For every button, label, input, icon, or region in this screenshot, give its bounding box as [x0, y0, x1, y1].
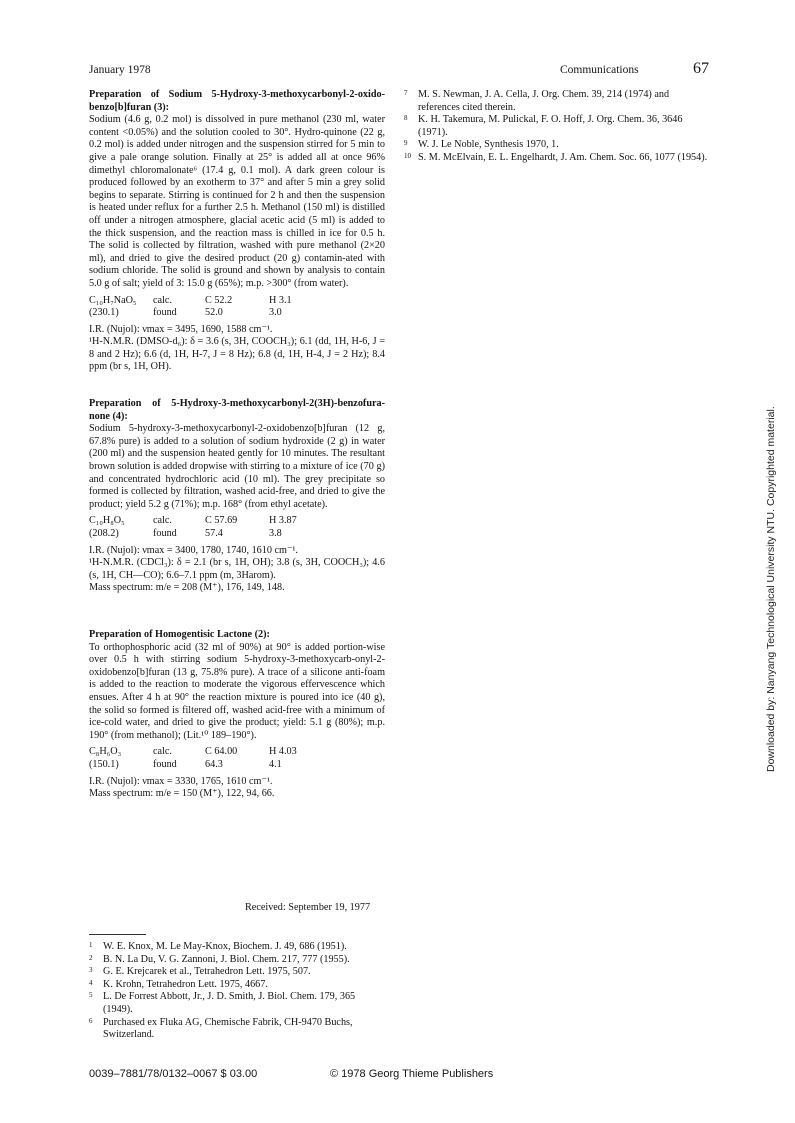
analysis-formula: C₁₀H₇NaO₅ — [89, 294, 137, 306]
footnote-text: S. M. McElvain, E. L. Engelhardt, J. Am. Chem. Soc. 66, 1077 (1954). — [418, 151, 708, 163]
footnote-number: 6 — [89, 1016, 93, 1025]
footnote-text: W. J. Le Noble, Synthesis 1970, 1. — [418, 139, 559, 151]
footnote-number: 9 — [404, 139, 408, 148]
mass-spectrum: Mass spectrum: m/e = 208 (M⁺), 176, 149, 148. — [89, 582, 285, 594]
footnote — [89, 966, 385, 979]
analysis-c: C 57.69 — [205, 515, 238, 527]
section-body: To orthophosphoric acid (32 ml of 90%) at 90° is added portion-wise over 0.5 h with stirring sodium 5-hydroxy-3-methoxycarb-onyl-2-oxidobenzo[b]furan (13 g, 75.8% pure). A trace of a silicone anti-foam is added to the reaction to moderate the vigorous effervescence which ensues. After 4 h at 90° the reaction mixture is poured into ice (40 g), the solid so formed is filtered off, washed acid-free with a minimum of ice-cold water, and dried to give the product; yield: 5.1 g (80%); m.p. 190° (from methanol); (Lit.¹⁰ 189–190°). — [89, 641, 385, 741]
download-notice-text: Downloaded by: Nanyang Technological University NTU. Copyrighted material. — [765, 406, 777, 772]
analysis-row — [89, 307, 385, 320]
footnote — [404, 89, 712, 114]
analysis-label: found — [153, 307, 177, 319]
analysis-row — [89, 515, 385, 528]
footnote — [89, 1017, 385, 1042]
received-date: Received: September 19, 1977 — [245, 902, 371, 913]
footnote-text: Purchased ex Fluka AG, Chemische Fabrik, CH-9470 Buchs, Switzerland. — [103, 1016, 353, 1041]
footnote-text: K. H. Takemura, M. Pulickal, F. O. Hoff, J. Org. Chem. 36, 3646 (1971). — [418, 114, 683, 138]
analysis-label: calc. — [153, 294, 172, 306]
analysis-c: 64.3 — [205, 758, 223, 770]
section-title: Preparation of 5-Hydroxy-3-methoxycarbonyl-2(3H)-benzofura-none (4): — [89, 398, 385, 422]
footnote-number: 5 — [89, 991, 93, 1000]
ir-spectrum: I.R. (Nujol): νmax = 3330, 1765, 1610 cm⁻¹. — [89, 775, 273, 787]
analysis-label: calc. — [153, 746, 172, 758]
footnote-text: B. N. La Du, V. G. Zannoni, J. Biol. Chem. 217, 777 (1955). — [103, 953, 350, 965]
header-date: January 1978 — [89, 64, 151, 76]
analysis-h: H 4.03 — [269, 746, 297, 758]
analysis-c: 57.4 — [205, 528, 223, 539]
elemental-analysis — [89, 515, 385, 540]
footnote-number: 3 — [89, 966, 93, 975]
footnote — [404, 114, 712, 139]
analysis-row — [89, 528, 385, 541]
header-section: Communications — [560, 64, 639, 76]
footnote — [404, 152, 712, 165]
elemental-analysis — [89, 295, 385, 320]
analysis-row — [89, 295, 385, 308]
section-body: Sodium (4.6 g, 0.2 mol) is dissolved in pure methanol (230 ml, water content <0.05%) and the solution cooled to 30°. Hydro-quinone (22 g, 0.2 mol) is added under nitrogen and the suspension stirred for 5 min to give a pale orange solution. Finally at 25° is added all at once 96% dimethyl chloromalonate⁶ (17.4 g, 0.1 mol). A dark green colour is produced followed by an exotherm to 37° and after 5 min a grey solid begins to separate. Stirring is continued for 2 h and then the suspension is heated under reflux for a further 2.5 h. Methanol (150 ml) is distilled off under a nitrogen atmosphere, glacial acetic acid (5 ml) is added to the thick suspension, and the reaction mass is chilled in ice for 0.5 h. The solid is collected by filtration, washed with pure methanol (2×20 ml), and dried to give the desired product (20 g) contamin-ated with sodium chloride. The solid is ground and shown by analysis to contain 5.0 g of salt; yield of 3: 15.0 g (65%); m.p. >300° (from water). — [89, 114, 385, 289]
section-title: Preparation of Sodium 5-Hydroxy-3-methoxycarbonyl-2-oxido-benzo[b]furan (3): — [89, 89, 385, 113]
footnote-number: 10 — [404, 151, 411, 160]
footnote-text: W. E. Knox, M. Le May-Knox, Biochem. J. 49, 686 (1951). — [103, 941, 347, 952]
ir-spectrum: I.R. (Nujol): νmax = 3495, 1690, 1588 cm⁻¹. — [89, 323, 273, 335]
ir-spectrum: I.R. (Nujol): νmax = 3400, 1780, 1740, 1610 cm⁻¹. — [89, 544, 298, 556]
footnote-text: G. E. Krejcarek et al., Tetrahedron Lett. 1975, 507. — [103, 966, 311, 978]
analysis-label: calc. — [153, 515, 172, 527]
analysis-label: found — [153, 758, 177, 770]
footnote-number: 8 — [404, 114, 408, 123]
analysis-row — [89, 746, 385, 759]
section-title: Preparation of Homogentisic Lactone (2): — [89, 628, 270, 640]
download-notice-sidebar — [764, 372, 778, 772]
analysis-h: 3.8 — [269, 528, 282, 539]
section-benzofuranone — [89, 398, 385, 595]
footnote-text: K. Krohn, Tetrahedron Lett. 1975, 4667. — [103, 978, 268, 990]
analysis-c: C 64.00 — [205, 746, 238, 758]
footnote-number: 7 — [404, 89, 408, 97]
mass-spectrum: Mass spectrum: m/e = 150 (M⁺), 122, 94, 66. — [89, 788, 275, 800]
nmr-spectrum: ¹H-N.M.R. (DMSO-d₆): δ = 3.6 (s, 3H, COOCH₃); 6.1 (dd, 1H, H-6, J = 8 and 2 Hz); 6.6 (d, 1H, H-7, J = 8 Hz); 6.8 (d, 1H, H-4, J = 2 Hz); 8.4 ppm (br s, 1H, OH). — [89, 336, 385, 373]
analysis-h: H 3.87 — [269, 515, 297, 527]
nmr-spectrum: ¹H-N.M.R. (CDCl₃): δ = 2.1 (br s, 1H, OH); 3.8 (s, 3H, COOCH₃); 4.6 (s, 1H, CH—CO); 6.6–7.1 ppm (m, 3Harom). — [89, 557, 385, 581]
section-homogentisic-lactone — [89, 629, 385, 801]
footnote-text: L. De Forrest Abbott, Jr., J. D. Smith, J. Biol. Chem. 179, 365 (1949). — [103, 991, 356, 1015]
footnote — [89, 979, 385, 992]
issn-price: 0039–7881/78/0132–0067 $ 03.00 — [89, 1068, 258, 1080]
page-number: 67 — [693, 60, 709, 77]
left-column — [89, 89, 385, 801]
analysis-label: found — [153, 528, 177, 539]
footnotes-left — [89, 941, 385, 1042]
footnote-text: M. S. Newman, J. A. Cella, J. Org. Chem. 39, 214 (1974) and references cited therein. — [418, 89, 670, 113]
footnote-number: 1 — [89, 941, 93, 949]
analysis-h: 3.0 — [269, 307, 282, 319]
copyright-notice: © 1978 Georg Thieme Publishers — [330, 1068, 494, 1080]
right-column-references — [404, 89, 712, 165]
footnote-number: 2 — [89, 953, 93, 962]
analysis-h: 4.1 — [269, 758, 282, 770]
section-sodium-salt — [89, 89, 385, 374]
analysis-c: 52.0 — [205, 307, 223, 319]
footnote — [89, 954, 385, 967]
analysis-mw: (208.2) — [89, 528, 119, 539]
analysis-mw: (150.1) — [89, 758, 119, 770]
analysis-c: C 52.2 — [205, 294, 233, 306]
analysis-mw: (230.1) — [89, 307, 119, 319]
analysis-formula: C₈H₆O₃ — [89, 746, 122, 758]
footnote-divider — [89, 934, 146, 935]
analysis-row — [89, 759, 385, 772]
footnote — [404, 139, 712, 152]
section-body: Sodium 5-hydroxy-3-methoxycarbonyl-2-oxidobenzo[b]furan (12 g, 67.8% pure) is added to a solution of sodium hydroxide (2 g) in water (200 ml) and the suspension heated gently for 10 minutes. The resultant brown solution is added dropwise with stirring to a mixture of ice (70 g) and concentrated hydrochloric acid (10 ml). The grey precipitate so formed is collected by filtration, washed acid-free, and dried to give the product; yield 5.2 g (71%); m.p. 168° (from ethyl acetate). — [89, 423, 385, 510]
footnote-number: 4 — [89, 978, 93, 987]
elemental-analysis — [89, 746, 385, 771]
footnote — [89, 941, 385, 954]
analysis-formula: C₁₀H₈O₅ — [89, 515, 125, 527]
analysis-h: H 3.1 — [269, 294, 292, 306]
footnote — [89, 991, 385, 1016]
